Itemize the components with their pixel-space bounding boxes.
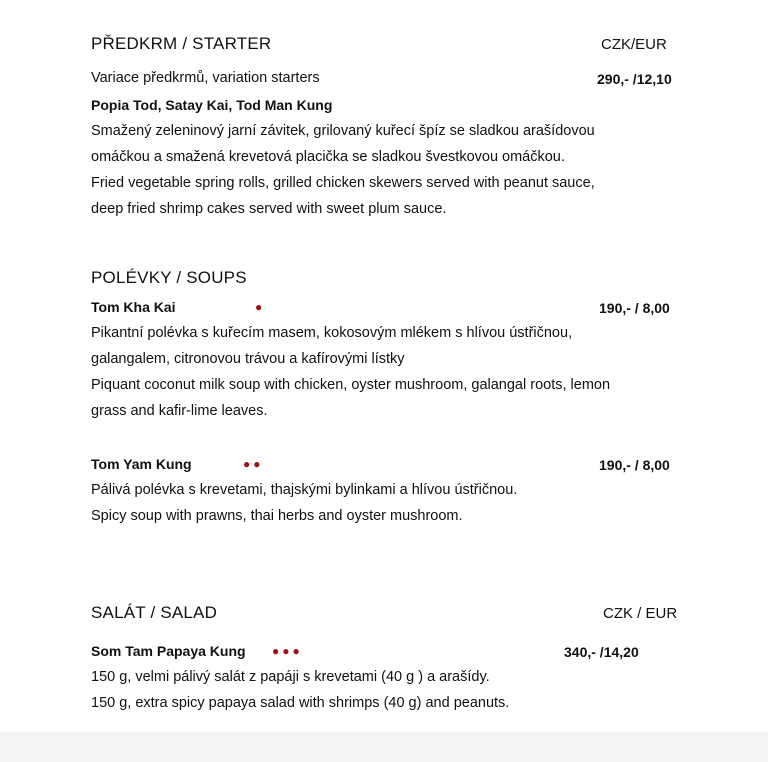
soup-description-line: Spicy soup with prawns, thai herbs and oyster mushroom.	[91, 508, 463, 524]
soup-tom-kha-kai-price: 190,- / 8,00	[599, 300, 670, 316]
soup-tom-kha-kai-name: Tom Kha Kai	[91, 299, 176, 315]
salad-som-tam-name: Som Tam Papaya Kung	[91, 643, 246, 659]
starter-price: 290,- /12,10	[597, 71, 672, 87]
soups-section-title: POLÉVKY / SOUPS	[91, 268, 247, 287]
starter-description-line: deep fried shrimp cakes served with sweet plum sauce.	[91, 201, 447, 217]
chili-rating-icon: ●●	[243, 457, 264, 471]
soup-tom-yam-kung-price: 190,- / 8,00	[599, 457, 670, 473]
soup-description-line: Pikantní polévka s kuřecím masem, kokosovým mlékem s hlívou ústřičnou,	[91, 325, 573, 341]
salad-som-tam-price: 340,- /14,20	[564, 644, 639, 660]
salad-description-line: 150 g, extra spicy papaya salad with shrimps (40 g) and peanuts.	[91, 695, 510, 711]
starter-dish-name: Popia Tod, Satay Kai, Tod Man Kung	[91, 97, 333, 113]
page-bottom-strip	[0, 732, 768, 762]
salad-section-title: SALÁT / SALAD	[91, 603, 218, 622]
chili-rating-icon: ●●●	[272, 644, 303, 658]
salad-description-line: 150 g, velmi pálivý salát z papáji s krevetami (40 g ) a arašídy.	[91, 669, 490, 685]
soup-description-line: Piquant coconut milk soup with chicken, oyster mushroom, galangal roots, lemon	[91, 377, 611, 393]
starter-description-line: Fried vegetable spring rolls, grilled chicken skewers served with peanut sauce,	[91, 175, 595, 191]
starter-currency-header: CZK/EUR	[601, 36, 667, 53]
starter-section-title: PŘEDKRM / STARTER	[91, 34, 272, 53]
soup-description-line: grass and kafir-lime leaves.	[91, 403, 268, 419]
starter-variation-label: Variace předkrmů, variation starters	[91, 70, 320, 86]
salad-currency-header: CZK / EUR	[603, 605, 678, 622]
starter-description-line: omáčkou a smažená krevetová placička se sladkou švestkovou omáčkou.	[91, 149, 565, 165]
soup-description-line: Pálivá polévka s krevetami, thajskými bylinkami a hlívou ústřičnou.	[91, 482, 518, 498]
soup-tom-yam-kung-name: Tom Yam Kung	[91, 456, 192, 472]
starter-description-line: Smažený zeleninový jarní závitek, grilovaný kuřecí špíz se sladkou arašídovou	[91, 123, 595, 139]
soup-description-line: galangalem, citronovou trávou a kafírovými lístky	[91, 351, 405, 367]
chili-rating-icon: ●	[255, 300, 266, 314]
